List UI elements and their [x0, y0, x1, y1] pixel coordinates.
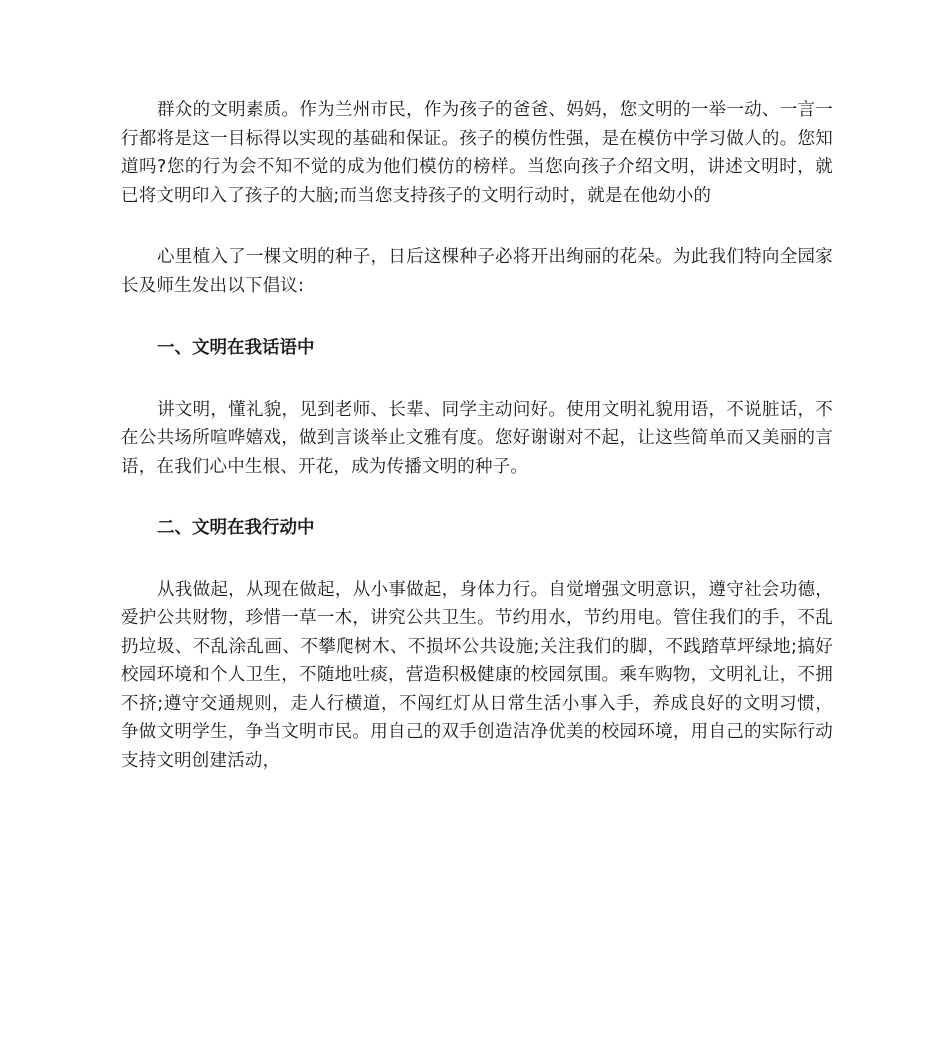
document-page: [121, 96, 833, 775]
paragraph-initiative-intro: 心里植入了一棵文明的种子，日后这棵种子必将开出绚丽的花朵。为此我们特向全园家长及师生发出以下倡议:: [121, 247, 833, 296]
paragraph-speech: 讲文明，懂礼貌，见到老师、长辈、同学主动问好。使用文明礼貌用语，不说脏话，不在公共场所喧哗嬉戏，做到言谈举止文雅有度。您好谢谢对不起，让这些简单而又美丽的言语，在我们心中生根、开花，成为传播文明的种子。: [121, 399, 833, 477]
section-heading-speech: 一、文明在我话语中: [157, 338, 315, 358]
section-heading-action: 二、文明在我行动中: [157, 518, 315, 538]
paragraph-parent-role: 群众的文明素质。作为兰州市民，作为孩子的爸爸、妈妈，您文明的一举一动、一言一行都将是这一目标得以实现的基础和保证。孩子的模仿性强，是在模仿中学习做人的。您知道吗?您的行为会不知不觉的成为他们模仿的榜样。当您向孩子介绍文明，讲述文明时，就已将文明印入了孩子的大脑;而当您支持孩子的文明行动时，就是在他幼小的: [121, 100, 833, 206]
paragraph-action: 从我做起，从现在做起，从小事做起，身体力行。自觉增强文明意识，遵守社会功德，爱护公共财物，珍惜一草一木，讲究公共卫生。节约用水，节约用电。管住我们的手，不乱扔垃圾、不乱涂乱画、不攀爬树木、不损坏公共设施;关注我们的脚，不践踏草坪绿地;搞好校园环境和个人卫生，不随地吐痰，营造积极健康的校园氛围。乘车购物，文明礼让，不拥不挤;遵守交通规则，走人行横道，不闯红灯从日常生活小事入手，养成良好的文明习惯，争做文明学生，争当文明市民。用自己的双手创造洁净优美的校园环境，用自己的实际行动支持文明创建活动，: [121, 579, 833, 771]
